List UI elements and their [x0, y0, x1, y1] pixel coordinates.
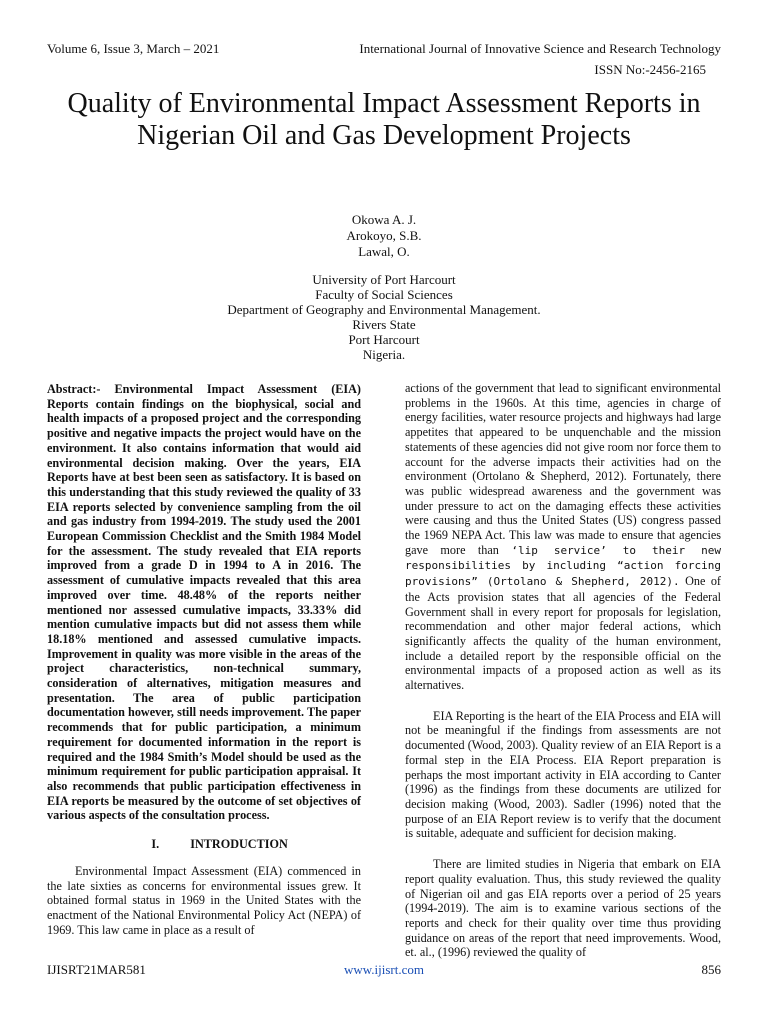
- affiliation-line: Port Harcourt: [348, 332, 420, 347]
- issn: ISSN No:-2456-2165: [594, 62, 706, 77]
- affiliation-line: Rivers State: [352, 317, 416, 332]
- volume-info: Volume 6, Issue 3, March – 2021: [47, 41, 220, 56]
- affiliation: [0, 272, 768, 362]
- affiliation-line: University of Port Harcourt: [312, 272, 456, 287]
- body-paragraph: There are limited studies in Nigeria that embark on EIA report quality evaluation. Thus, this study reviewed the quality of Nigerian oil and gas EIA reports over a period of 25 years (1994-2019). The aim is to examine various sections of the reports and check for their quality over time thus providing guidance on areas of the report that need improvements. Wood, et. al., (1996) reviewed the quality of: [405, 857, 721, 960]
- intro-paragraph: Environmental Impact Assessment (EIA) commenced in the late sixties as concerns for environmental issues grew. It obtained formal status in 1969 in the United States with the enactment of the National Environmental Policy Act (NEPA) of 1969. This law came in place as a result of: [47, 863, 361, 937]
- body-paragraph: EIA Reporting is the heart of the EIA Process and EIA will not be meaningful if the findings from assessments are not documented (Wood, 2003). Quality review of an EIA Report is a formal step in the EIA Process. EIA Report preparation is perhaps the most important activity in EIA according to Canter (1996) as the findings from these documents are utilized for decision making (Wood, 2003). Sadler (1996) noted that the purpose of an EIA Report review is to verify that the document is suitable, adequate and sufficient for decision making.: [405, 708, 721, 841]
- section-heading: [47, 837, 361, 852]
- paragraph-text: One of the Acts provision states that all agencies of the Federal Government shall in every report for proposals for legislation, recommendation and other major federal actions, which significantly affects the quality of the human environment, include a detailed report by the responsible official on the environmental impacts of a proposed action as well as its alternatives.: [405, 574, 721, 693]
- affiliation-line: Nigeria.: [362, 347, 406, 362]
- journal-name: International Journal of Innovative Science and Research Technology: [359, 41, 721, 56]
- abstract: Abstract:- Environmental Impact Assessment (EIA) Reports contain findings on the biophysical, social and health impacts of a proposed project and the corresponding positive and negative impacts the project would have on the environment. It also contains information that would aid environmental decision making. Over the years, EIA Reports have at best been seen as satisfactory. It is based on this understanding that this study reviewed the quality of 33 EIA reports selected by convenience sampling from the oil and gas industry from 1994-2019. The study used the 2001 European Commission Checklist and the Smith 1984 Model for the assessment. The study revealed that EIA reports improved from a grade D in 1994 to A in 2016. The assessment of cumulative impacts revealed that this area improved over time. 48.48% of the reports neither mentioned nor assessed cumulative impacts, 33.33% did mention cumulative impacts but did not assess them while 18.18% mentioned and assessed cumulative impacts. Improvement in quality was more visible in the areas of the project characteristics, non-technical summary, consideration of alternatives, mitigation measures and presentation. The area of public participation documentation however, still needs improvement. The paper recommends that for public participation, a minimum requirement for documented information in the report is required and the 1984 Smith’s Model should be used as the minimum requirement for public participation appraisal. It also recommends that public participation effectiveness in EIA reports be measured by the outcome of set objectives of various aspects of the consultation process.: [47, 382, 361, 823]
- page-number: 856: [701, 962, 721, 977]
- paper-title: Quality of Environmental Impact Assessment Reports in Nigerian Oil and Gas Development Projects: [67, 88, 701, 151]
- section-number: I.: [151, 837, 160, 852]
- paper-code: IJISRT21MAR581: [47, 962, 146, 977]
- author-list: [0, 212, 768, 260]
- author: Arokoyo, S.B.: [346, 228, 422, 243]
- affiliation-line: Department of Geography and Environmental Management.: [227, 302, 541, 317]
- left-column: [47, 382, 361, 937]
- author: Okowa A. J.: [351, 212, 417, 227]
- author: Lawal, O.: [358, 244, 410, 259]
- section-title: INTRODUCTION: [190, 837, 288, 852]
- paragraph-text: actions of the government that lead to significant environmental problems in the 1960s. At this time, agencies in charge of energy facilities, water resource projects and highways had large appetites that appeared to be unquenchable and the mission statements of these agencies did not give room nor force them to account for the adverse impacts their activities had on the environment (Ortolano & Shepherd, 2012). Fortunately, there was public widespread awareness and the government was under pressure to act on the damaging effects these activities were causing and thus the United States (US) congress passed the 1969 NEPA Act. This law was made to ensure that agencies gave more than: [405, 381, 721, 557]
- affiliation-line: Faculty of Social Sciences: [315, 287, 453, 302]
- body-paragraph: [405, 381, 721, 693]
- right-column: [405, 381, 721, 960]
- journal-url-link[interactable]: www.ijisrt.com: [343, 962, 425, 977]
- quoted-text: ‘lip service’ to their new responsibilities by including “action forcing provisions” (Ortolano & Shepherd, 2012).: [405, 543, 722, 589]
